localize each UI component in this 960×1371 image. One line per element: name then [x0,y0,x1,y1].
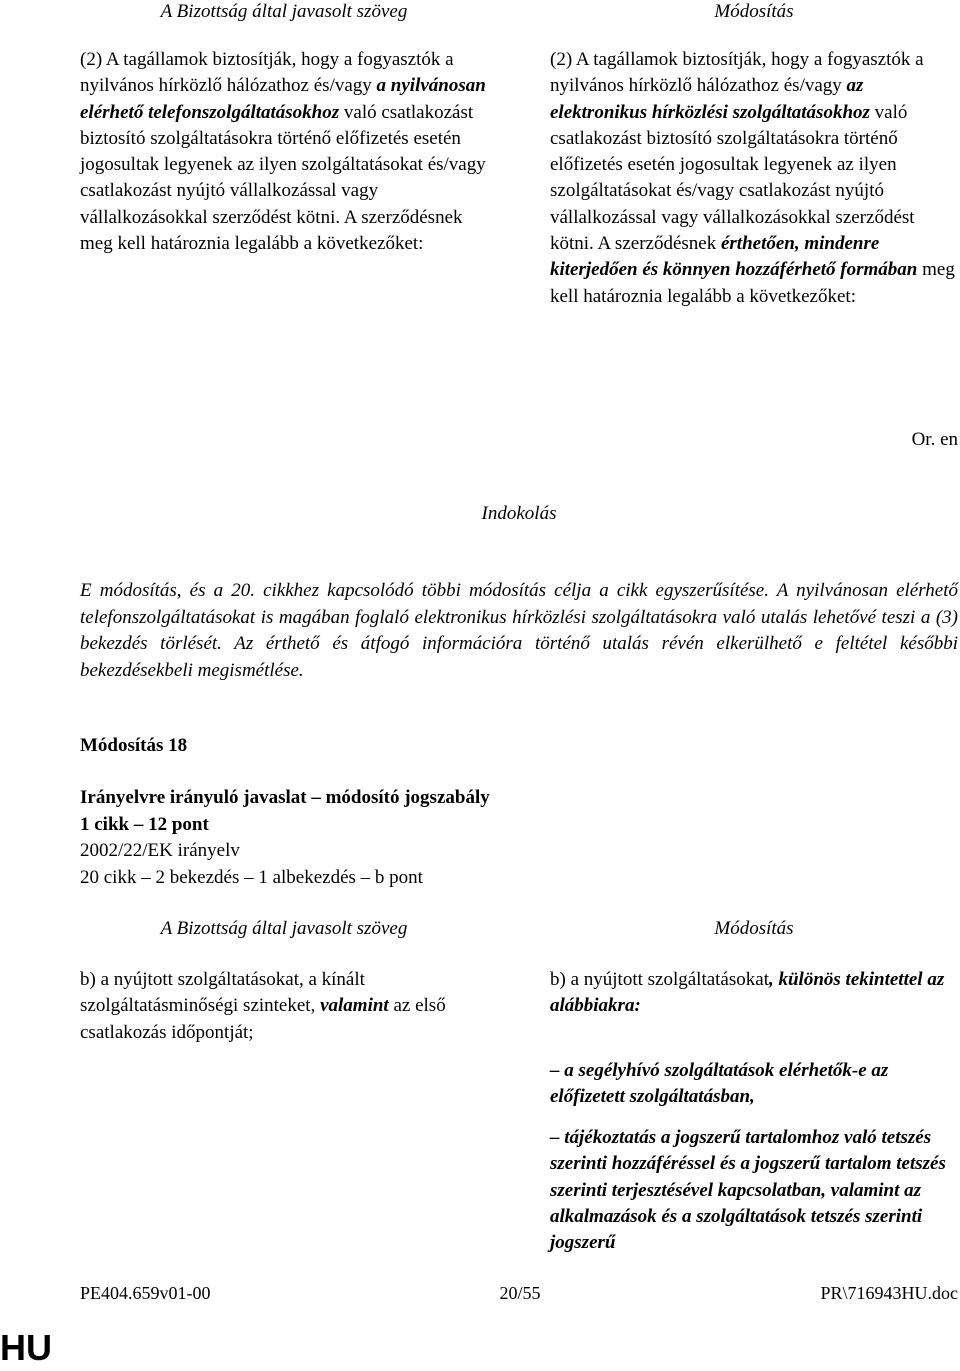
justification-text: E módosítás, és a 20. cikkhez kapcsolódó többi módosítás célja a cikk egyszerűsítése. A nyilvánosan elérhető telefonszolgáltatásokat is magában foglaló elektronikus hírközlési szolgáltatásokra való utalás lehetővé teszi a (3) bekezdés törlését. Az érthető és átfogó információra történő utalás révén elkerülhető e feltétel későbbi bekezdésekbeli megismétlése. [80,580,958,681]
added-list-item: – tájékoztatás a jogszerű tartalomhoz való tetszés szerinti hozzáféréssel és a jogszerű tartalom tetszés szerinti terjesztésével kapcsolatban, valamint az alkalmazások és a szolgáltatások tetszés szerinti jogszerű [550,1127,946,1254]
right-column-header: Módosítás [714,918,794,939]
text-segment: az első csatlakozás időpontját; [80,995,446,1043]
document-reference: PE404.659v01-00 [80,1283,211,1303]
reference-proposal-line: Irányelvre irányuló javaslat – módosító jogszabály [80,787,490,808]
deleted-text-segment: a nyilvánosan elérhető telefonszolgáltatásokhoz [80,75,486,123]
reference-paragraph-line: 20 cikk – 2 bekezdés – 1 albekezdés – b pont [80,866,423,888]
text-segment: való csatlakozást biztosító szolgáltatásokra történő előfizetés esetén jogosultak legyenek az ilyen szolgáltatásokat és/vagy csatlakozást nyújtó vállalkozással vagy vállalkozásokkal szerződést kötni. A szerződésnek [550,101,915,255]
added-text-segment: , különös tekintettel az alábbiakra: [550,969,945,1017]
added-list-item: – a segélyhívó szolgáltatások elérhetők-e az előfizetett szolgáltatásban, [550,1060,889,1108]
amendment-title: Módosítás 18 [80,735,188,756]
text-segment: való csatlakozást biztosító szolgáltatásokra történő előfizetés esetén jogosultak legyenek az ilyen szolgáltatásokat és/vagy csatlakozást nyújtó vállalkozással vagy vállalkozásokkal szerződést kötni. A szerződésnek meg kell határoznia legalább a következőket: [80,101,486,255]
left-column-header: A Bizottság által javasolt szöveg [160,918,408,939]
reference-directive-line: 2002/22/EK irányelv [80,840,240,861]
commission-text-paragraph [80,47,488,257]
amendment-text-paragraph [550,47,958,310]
language-code: HU [0,1327,52,1368]
left-column-header: A Bizottság által javasolt szöveg [160,1,408,22]
text-segment: (2) A tagállamok biztosítják, hogy a fogyasztók a nyilvános hírközlő hálózathoz és/vagy [550,49,924,97]
text-segment: (2) A tagállamok biztosítják, hogy a fogyasztók a nyilvános hírközlő hálózathoz és/vagy [80,49,454,97]
right-column-header: Módosítás [714,1,794,22]
deleted-text-segment: valamint [320,995,389,1017]
amendment-text-paragraph [550,967,958,1020]
justification-heading: Indokolás [481,503,557,524]
reference-article-line: 1 cikk – 12 pont [80,813,209,835]
added-text-segment: érthetően, mindenre kiterjedően és könnyen hozzáférhető formában [550,233,918,281]
amendment-reference [80,785,958,891]
text-segment: b) a nyújtott szolgáltatásokat, a kínált szolgáltatásminőségi szinteket, [80,969,365,1017]
commission-text-paragraph [80,967,492,1046]
added-text-segment: az elektronikus hírközlési szolgáltatásokhoz [550,75,870,123]
text-segment: meg kell határoznia legalább a következőket: [550,259,955,307]
original-language-note: Or. en [911,429,958,450]
page-number: 20/55 [499,1283,541,1303]
file-name: PR\716943HU.doc [820,1283,958,1303]
text-segment: b) a nyújtott szolgáltatásokat [550,969,769,990]
